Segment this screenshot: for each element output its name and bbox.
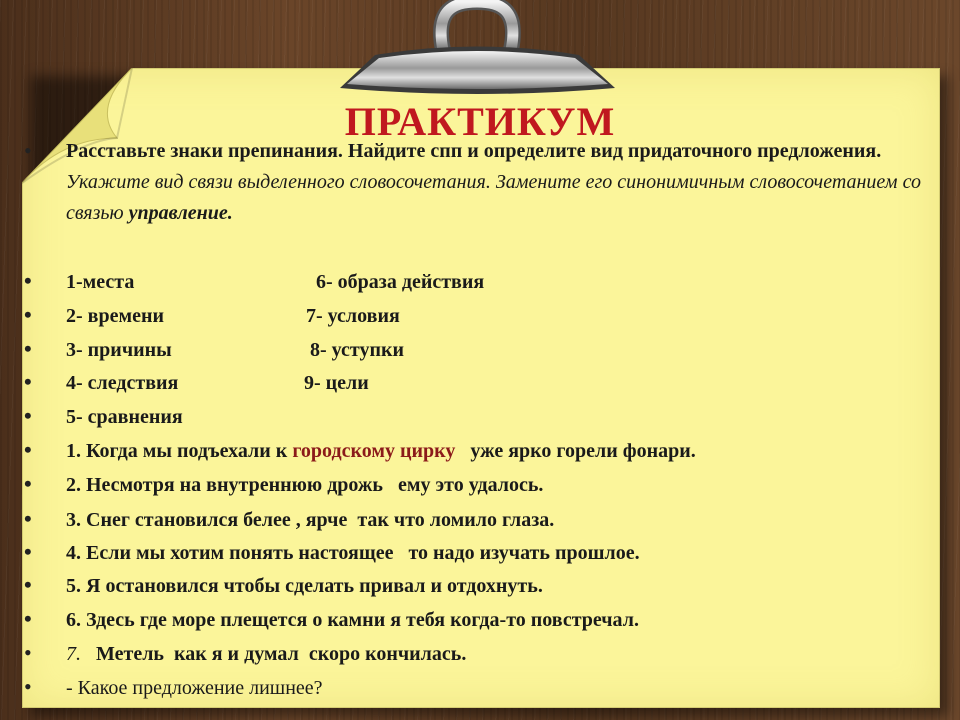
- list-item-sentence: [20, 638, 940, 670]
- intro-bold: Расставьте знаки препинания. Найдите спп и определите вид придаточного предложения.: [66, 140, 882, 162]
- list-item-sentence: [20, 537, 940, 569]
- sentence-1-end: уже ярко горели фонари.: [455, 440, 696, 462]
- bullet-icon: •: [24, 539, 32, 564]
- type-left: 2- времени: [66, 305, 165, 327]
- bullet-icon: •: [24, 302, 32, 327]
- list-item-question: [20, 672, 940, 704]
- list-item-type: [20, 334, 940, 366]
- bullet-icon: •: [24, 572, 32, 597]
- type-right: 9- цели: [304, 372, 369, 394]
- sentence-7-number: 7.: [66, 643, 81, 665]
- list-item-sentence: [20, 435, 940, 467]
- type-right: 6- образа действия: [316, 271, 485, 293]
- sentence-2: 2. Несмотря на внутреннюю дрожь ему это удалось.: [66, 474, 544, 496]
- bullet-icon: •: [24, 437, 32, 462]
- type-right: 8- уступки: [310, 339, 405, 361]
- intro-text: [66, 136, 940, 229]
- question-text: - Какое предложение лишнее?: [66, 677, 323, 699]
- type-left: 1-места: [66, 271, 135, 293]
- sentence-7-text: Метель как я и думал скоро кончилась.: [81, 643, 467, 665]
- bullet-icon: •: [24, 336, 32, 361]
- bullet-icon: •: [24, 606, 32, 631]
- bullet-icon: •: [24, 471, 32, 496]
- bullet-icon: •: [24, 268, 32, 293]
- list-item-type: [20, 300, 940, 332]
- sentence-6: 6. Здесь где море плещется о камни я тебя когда-то повстречал.: [66, 609, 639, 631]
- type-left: 4- следствия: [66, 372, 179, 394]
- highlighted-phrase: городскому цирку: [292, 440, 456, 462]
- list-item-type: [20, 367, 940, 399]
- sentence-7: [66, 638, 940, 670]
- bullet-icon: •: [24, 506, 32, 531]
- bullet-icon: •: [24, 403, 32, 428]
- type-right: 7- условия: [306, 305, 400, 327]
- paper-clip-icon: [335, 0, 620, 100]
- sentence-4: 4. Если мы хотим понять настоящее то надо изучать прошлое.: [66, 542, 640, 564]
- sentence-5: 5. Я остановился чтобы сделать привал и отдохнуть.: [66, 575, 543, 597]
- intro-italic: Укажите вид связи выделенного словосочетания. Замените его синонимичным словосочетанием со связью: [66, 171, 921, 224]
- sentence-1: [66, 435, 940, 467]
- bullet-icon: •: [24, 369, 32, 394]
- list-item-type: [20, 401, 940, 433]
- type-left: 3- причины: [66, 339, 172, 361]
- bullet-icon: •: [24, 674, 32, 699]
- bullet-icon: •: [24, 640, 32, 665]
- bullet-icon: •: [24, 138, 32, 163]
- list-item-sentence: [20, 469, 940, 501]
- list-item-intro: [20, 136, 940, 229]
- sentence-1-start: 1. Когда мы подъехали к: [66, 440, 293, 462]
- list-item-sentence: [20, 570, 940, 602]
- type-left: 5- сравнения: [66, 406, 183, 428]
- list-item-sentence: [20, 504, 940, 536]
- list-item-sentence: [20, 604, 940, 636]
- sentence-3: 3. Снег становился белее , ярче так что ломило глаза.: [66, 509, 555, 531]
- intro-italic-bold: управление.: [128, 202, 233, 224]
- page-title: ПРАКТИКУМ: [344, 99, 616, 144]
- list-item-type: [20, 266, 940, 298]
